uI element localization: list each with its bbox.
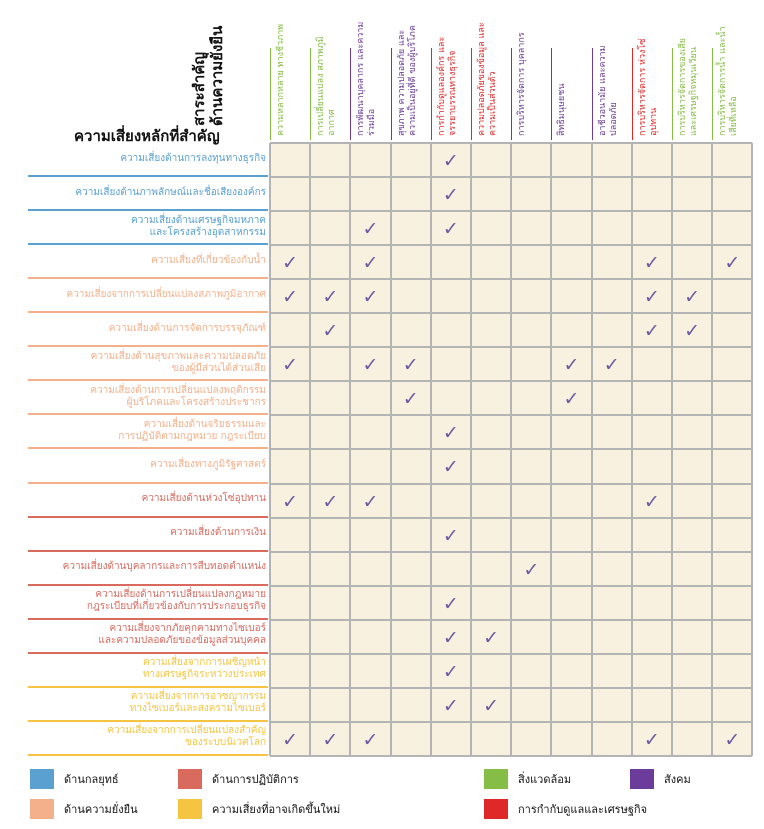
check-mark: ✓ (442, 592, 459, 615)
legend-swatch (30, 769, 54, 789)
check-mark: ✓ (282, 286, 299, 309)
grid-line (270, 142, 752, 144)
row-label: ความเสี่ยงด้านการลงทุนทางธุรกิจ (120, 152, 266, 164)
row-label: ความเสี่ยงด้านห่วงโซ่อุปทาน (141, 493, 266, 505)
column-header-divider (391, 48, 392, 140)
row-label: ความเสี่ยงจากการเปลี่ยนแปลงสำคัญ ของระบบนิเวศโลก (107, 725, 266, 749)
grid-line (270, 448, 752, 450)
column-header-divider (431, 48, 432, 140)
column-header (592, 18, 632, 140)
grid-line (270, 210, 752, 212)
grid-line (270, 278, 752, 280)
grid-line (270, 380, 752, 382)
column-header-divider (270, 48, 271, 140)
column-header-divider (551, 48, 552, 140)
check-mark: ✓ (362, 252, 379, 275)
grid-line (270, 346, 752, 348)
legend-item (630, 768, 691, 790)
legend-label: สิ่งแวดล้อม (518, 773, 572, 786)
check-mark: ✓ (523, 558, 540, 581)
grid-line (270, 517, 752, 519)
column-header (431, 18, 471, 140)
column-header-label: ความหลากหลาย ทางชีวภาพ (276, 23, 286, 136)
column-header (632, 18, 672, 140)
check-mark: ✓ (442, 694, 459, 717)
check-mark: ✓ (442, 150, 459, 173)
check-mark: ✓ (442, 626, 459, 649)
column-header-label: อาชีวอนามัย และความปลอดภัย (597, 45, 619, 136)
row-label: ความเสี่ยงด้านจริยธรรมและ การปฏิบัติตามกฎหมาย กฎระเบียบ (118, 418, 266, 442)
check-mark: ✓ (442, 184, 459, 207)
legend-label: ด้านความยั่งยืน (64, 803, 138, 816)
grid-line (270, 551, 752, 553)
column-header (471, 18, 511, 140)
check-mark: ✓ (442, 660, 459, 683)
column-header-divider (350, 48, 351, 140)
row-label: ความเสี่ยงที่เกี่ยวข้องกับน้ำ (151, 254, 266, 266)
grid-line (270, 244, 752, 246)
column-header (712, 18, 752, 140)
legend-swatch (30, 799, 54, 819)
check-mark: ✓ (282, 354, 299, 377)
check-mark: ✓ (643, 252, 660, 275)
grid-line (270, 483, 752, 485)
column-header (350, 18, 390, 140)
column-header-divider (471, 48, 472, 140)
column-header (391, 18, 431, 140)
column-header-label: สิทธิมนุษยชน (557, 83, 568, 136)
column-header-label: การเปลี่ยนแปลง สภาพภูมิอากาศ (316, 36, 338, 136)
check-mark: ✓ (442, 456, 459, 479)
risk-heading: ความเสี่ยงหลักที่สำคัญ (74, 127, 220, 145)
column-header-divider (592, 48, 593, 140)
column-header (551, 18, 591, 140)
check-mark: ✓ (322, 728, 339, 751)
column-header (310, 18, 350, 140)
column-header-divider (712, 48, 713, 140)
grid-line (270, 755, 752, 757)
grid-line (270, 619, 752, 621)
legend-label: ด้านกลยุทธ์ (64, 773, 119, 786)
check-mark: ✓ (362, 490, 379, 513)
legend-label: สังคม (664, 773, 691, 786)
check-mark: ✓ (563, 354, 580, 377)
check-mark: ✓ (483, 694, 500, 717)
row-underline (28, 754, 268, 756)
check-mark: ✓ (724, 252, 741, 275)
row-label: ความเสี่ยงด้านภาพลักษณ์และชื่อเสียงองค์กร (75, 186, 266, 198)
check-mark: ✓ (724, 728, 741, 751)
row-label: ความเสี่ยงด้านการจัดการบรรจุภัณฑ์ (108, 322, 266, 334)
row-label: ความเสี่ยงด้านเศรษฐกิจมหภาค และโครงสร้างอุตสาหกรรม (131, 214, 266, 238)
row-label: ความเสี่ยงด้านสุขภาพและความปลอดภัย ของผู้มีส่วนได้ส่วนเสีย (90, 350, 266, 374)
row-label: ความเสี่ยงด้านการเปลี่ยนแปลงพฤติกรรม ผู้บริโภคและโครงสร้างประชากร (90, 384, 266, 408)
legend-swatch (178, 799, 202, 819)
legend-swatch (484, 799, 508, 819)
check-mark: ✓ (282, 490, 299, 513)
column-header-label: การกำกับดูแลองค์กร และจรรยาบรรณทางธุรกิจ (436, 36, 458, 136)
column-header-label: ความปลอดภัยของข้อมูล และความเป็นส่วนตัว (477, 22, 498, 136)
column-header-label: การบริหารจัดการ ห่วงโซ่อุปทาน (637, 38, 659, 136)
row-label: ความเสี่ยงจากการเปลี่ยนแปลงสภาพภูมิอากาศ (66, 288, 266, 300)
legend-item (30, 768, 119, 790)
materiality-title (190, 8, 256, 126)
grid-line (270, 585, 752, 587)
column-header-divider (672, 48, 673, 140)
column-header-divider (632, 48, 633, 140)
grid-line (270, 414, 752, 416)
column-header-label: การบริหารจัดการ บุคลากร (517, 32, 528, 136)
check-mark: ✓ (282, 728, 299, 751)
check-mark: ✓ (563, 388, 580, 411)
grid-line (270, 721, 752, 723)
check-mark: ✓ (282, 252, 299, 275)
row-label: ความเสี่ยงด้านการเงิน (170, 527, 266, 539)
row-label: ความเสี่ยงด้านการเปลี่ยนแปลงกฎหมาย กฎระเบียบที่เกี่ยวข้องกับการประกอบธุรกิจ (86, 589, 266, 613)
legend-label: การกำกับดูแลและเศรษฐกิจ (518, 803, 648, 816)
row-label: ความเสี่ยงทางภูมิรัฐศาสตร์ (150, 458, 266, 470)
column-header-divider (310, 48, 311, 140)
column-header-label: การพัฒนาบุคลากร และความร่วมมือ (356, 21, 378, 136)
check-mark: ✓ (442, 218, 459, 241)
grid-line (270, 687, 752, 689)
column-header (511, 18, 551, 140)
check-mark: ✓ (362, 728, 379, 751)
check-mark: ✓ (684, 320, 701, 343)
check-mark: ✓ (362, 286, 379, 309)
column-header-divider (511, 48, 512, 140)
column-header (672, 18, 712, 140)
check-mark: ✓ (322, 490, 339, 513)
legend-label: ด้านการปฏิบัติการ (212, 773, 299, 786)
legend-swatch (178, 769, 202, 789)
column-header-label: การบริหารจัดการน้ำ และน้ำเสียที่เหลือ (718, 26, 740, 136)
grid-line (270, 176, 752, 178)
legend-item (178, 768, 299, 790)
check-mark: ✓ (442, 524, 459, 547)
column-header (270, 18, 310, 140)
row-label: ความเสี่ยงด้านบุคลากรและการสืบทอดตำแหน่ง (62, 561, 266, 573)
legend-swatch (630, 769, 654, 789)
grid-line (270, 653, 752, 655)
check-mark: ✓ (362, 218, 379, 241)
check-mark: ✓ (643, 728, 660, 751)
check-mark: ✓ (603, 354, 620, 377)
legend-item (484, 798, 647, 820)
check-mark: ✓ (684, 286, 701, 309)
check-mark: ✓ (643, 490, 660, 513)
legend-label: ความเสี่ยงที่อาจเกิดขึ้นใหม่ (212, 803, 341, 816)
check-mark: ✓ (442, 422, 459, 445)
check-mark: ✓ (483, 626, 500, 649)
check-mark: ✓ (402, 388, 419, 411)
column-header-label: สุขภาพ ความปลอดภัย และความเป็นอยู่ที่ดี ของผู้บริโภค (396, 25, 418, 136)
check-mark: ✓ (362, 354, 379, 377)
grid-line (270, 312, 752, 314)
legend-item (484, 768, 571, 790)
check-mark: ✓ (322, 286, 339, 309)
check-mark: ✓ (322, 320, 339, 343)
row-label: ความเสี่ยงจากภัยคุกคามทางไซเบอร์ และความปลอดภัยของข้อมูลส่วนบุคคล (98, 623, 266, 647)
legend-item (30, 798, 138, 820)
title-line-1: สาระสำคัญ (190, 51, 208, 126)
title-line-2: ด้านความยั่งยืน (208, 25, 226, 126)
column-header-label: การบริหารจัดการของเสีย และเศรษฐกิจหมุนเวียน (678, 38, 699, 136)
legend-item (178, 798, 340, 820)
matrix-grid (270, 143, 752, 756)
legend-swatch (484, 769, 508, 789)
check-mark: ✓ (643, 320, 660, 343)
row-label: ความเสี่ยงจากการอาชญากรรม ทางไซเบอร์และสงครามไซเบอร์ (129, 691, 266, 715)
check-mark: ✓ (402, 354, 419, 377)
row-label: ความเสี่ยงจากการเผชิญหน้า ทางเศรษฐกิจระหว่างประเทศ (142, 657, 266, 681)
check-mark: ✓ (643, 286, 660, 309)
